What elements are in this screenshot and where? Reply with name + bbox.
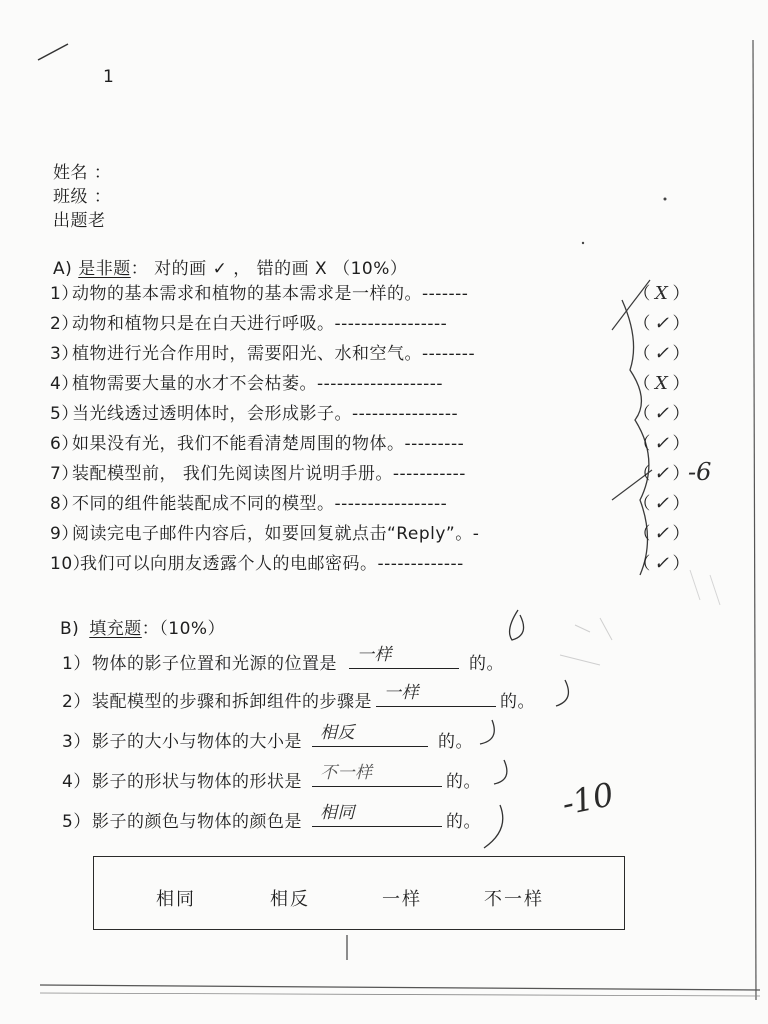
section-a-score-mark: -6 <box>688 458 712 486</box>
item-text: 动物和植物只是在白天进行呼吸。----------------- <box>72 314 448 334</box>
item-number: 2） <box>50 314 79 334</box>
item-text: 我们可以向朋友透露个人的电邮密码。------------- <box>80 554 464 574</box>
list-item <box>50 553 690 583</box>
paren-open: （ <box>633 464 651 484</box>
item-number: 9） <box>50 524 79 544</box>
word-bank-item: 不一样 <box>484 889 544 910</box>
item-number: 3） <box>50 344 79 364</box>
item-text: 动物的基本需求和植物的基本需求是一样的。------- <box>72 284 469 304</box>
answer-blank <box>312 763 442 787</box>
item-text: 装配模型前， 我们先阅读图片说明手册。----------- <box>72 464 466 484</box>
answer-mark: ✓ <box>653 403 670 424</box>
answer-blank <box>312 803 442 827</box>
answer-mark: ✓ <box>653 463 670 484</box>
item-number: 7） <box>50 464 79 484</box>
section-a-title: 是非题 <box>78 259 131 279</box>
page-number: 1 <box>103 67 115 87</box>
section-b-label: B) <box>60 619 80 639</box>
item-number: 2） <box>62 692 91 712</box>
word-bank-item: 相反 <box>270 889 310 910</box>
item-text: 植物需要大量的水才不会枯萎。------------------- <box>72 374 444 394</box>
item-number: 3） <box>62 732 91 752</box>
section-a-list <box>50 283 690 583</box>
list-item <box>50 343 690 373</box>
section-a-instruction: ： 对的画 ✓ ， 错的画 X （10%） <box>130 259 408 279</box>
item-text: 不同的组件能装配成不同的模型。----------------- <box>72 494 448 514</box>
item-number: 10） <box>50 554 91 574</box>
paren-close: ） <box>672 464 690 484</box>
answer-mark: ✓ <box>653 433 670 454</box>
item-suffix: 的。 <box>500 692 535 712</box>
item-text: 植物进行光合作用时，需要阳光、水和空气。-------- <box>72 344 476 364</box>
list-item <box>50 313 690 343</box>
paren-close: ） <box>672 284 690 304</box>
answer-mark: X <box>655 283 669 304</box>
answer-text: 相同 <box>320 803 355 823</box>
word-bank-item: 一样 <box>382 889 422 910</box>
item-number: 6） <box>50 434 79 454</box>
section-a-heading <box>53 258 407 280</box>
word-bank-box <box>93 856 625 930</box>
answer-mark: ✓ <box>653 343 670 364</box>
list-item <box>62 723 473 753</box>
answer-mark: ✓ <box>653 553 670 574</box>
section-b-heading <box>60 618 225 640</box>
paren-open: （ <box>633 344 651 364</box>
answer-text: 一样 <box>384 683 419 703</box>
list-item <box>62 803 481 833</box>
answer-blank <box>376 683 496 707</box>
item-text: 阅读完电子邮件内容后，如要回复就点击“Reply”。- <box>72 524 480 544</box>
paren-open: （ <box>633 374 651 394</box>
item-text: 如果没有光，我们不能看清楚周围的物体。--------- <box>72 434 465 454</box>
item-number: 1） <box>62 654 91 674</box>
list-item <box>50 283 690 313</box>
item-suffix: 的。 <box>469 654 504 674</box>
item-text: 影子的形状与物体的形状是 <box>92 772 302 792</box>
answer-mark: ✓ <box>653 313 670 334</box>
paren-open: （ <box>633 434 651 454</box>
answer-blank <box>312 723 428 747</box>
answer-blank <box>349 645 459 669</box>
item-number: 8） <box>50 494 79 514</box>
item-text: 当光线透过透明体时，会形成影子。---------------- <box>72 404 459 424</box>
paren-close: ） <box>672 524 690 544</box>
answer-mark: ✓ <box>653 493 670 514</box>
paren-open: （ <box>633 554 651 574</box>
answer-text: 一样 <box>357 645 392 665</box>
class-label: 班级 ： <box>53 187 112 207</box>
answer-mark: ✓ <box>653 523 670 544</box>
paren-close: ） <box>672 374 690 394</box>
item-suffix: 的。 <box>438 732 473 752</box>
paren-close: ） <box>672 554 690 574</box>
list-item <box>62 763 481 793</box>
list-item <box>50 463 690 493</box>
item-number: 1） <box>50 284 79 304</box>
list-item <box>62 683 535 713</box>
paren-close: ） <box>672 314 690 334</box>
item-text: 影子的颜色与物体的颜色是 <box>92 812 302 832</box>
item-suffix: 的。 <box>446 772 481 792</box>
list-item <box>62 645 504 675</box>
section-a-label: A) <box>53 259 73 279</box>
paren-close: ） <box>672 344 690 364</box>
item-text: 影子的大小与物体的大小是 <box>92 732 302 752</box>
section-b-instruction: ：（10%） <box>141 619 226 639</box>
section-b-title: 填充题 <box>89 619 142 639</box>
item-number: 4） <box>62 772 91 792</box>
paren-open: （ <box>633 524 651 544</box>
list-item <box>50 433 690 463</box>
paren-close: ） <box>672 494 690 514</box>
item-number: 5） <box>62 812 91 832</box>
item-number: 5） <box>50 404 79 424</box>
list-item <box>50 523 690 553</box>
section-b-score-mark: -10 <box>558 775 617 823</box>
item-number: 4） <box>50 374 79 394</box>
name-label: 姓名 ： <box>53 163 112 183</box>
paren-open: （ <box>633 314 651 334</box>
item-text: 物体的影子位置和光源的位置是 <box>92 654 337 674</box>
list-item <box>50 403 690 433</box>
paren-close: ） <box>672 404 690 424</box>
paren-open: （ <box>633 284 651 304</box>
paren-close: ） <box>672 434 690 454</box>
paren-open: （ <box>633 494 651 514</box>
list-item <box>50 373 690 403</box>
answer-text: 不一样 <box>320 763 373 783</box>
word-bank-item: 相同 <box>156 889 196 910</box>
answer-mark: X <box>655 373 669 394</box>
answer-text: 相反 <box>320 723 355 743</box>
teacher-label: 出题老 <box>53 211 106 231</box>
item-suffix: 的。 <box>446 812 481 832</box>
list-item <box>50 493 690 523</box>
paren-open: （ <box>633 404 651 424</box>
item-text: 装配模型的步骤和拆卸组件的步骤是 <box>92 692 372 712</box>
